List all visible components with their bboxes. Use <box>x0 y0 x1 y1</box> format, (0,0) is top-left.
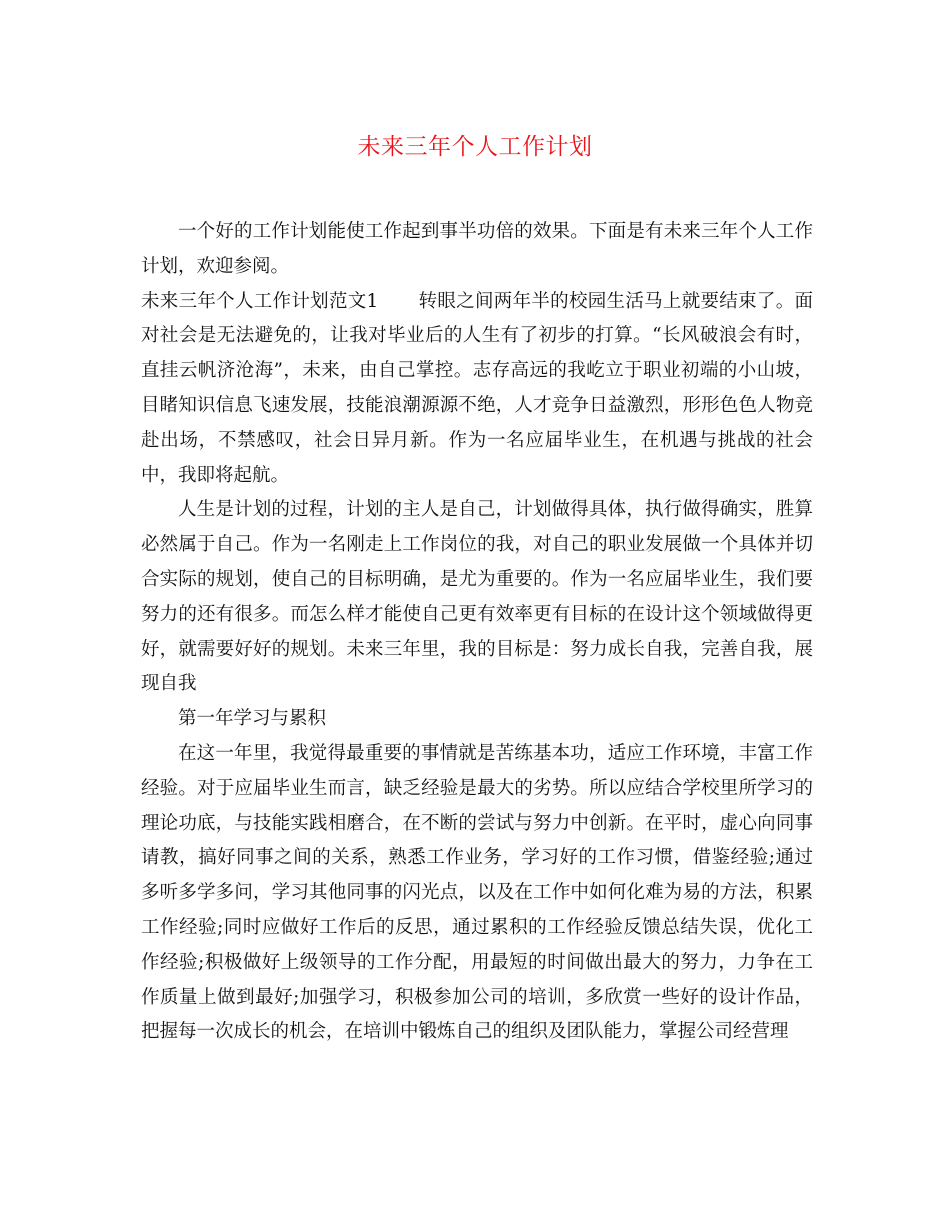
document-body <box>141 215 813 1050</box>
paragraph-1: 转眼之间两年半的校园生活马上就要结束了。面对社会是无法避免的，让我对毕业后的人生有了初步的打算。“长风破浪会有时，直挂云帆济沧海”，未来，由自己掌控。志存高远的我屹立于职业初端的小山坡，目睹知识信息飞速发展，技能浪潮源源不绝，人才竞争日益激烈，形形色色人物竞赴出场，不禁感叹，社会日异月新。作为一名应届毕业生，在机遇与挑战的社会中，我即将起航。 <box>141 290 813 486</box>
section-1-heading: 第一年学习与累积 <box>178 708 327 730</box>
paragraph-3: 在这一年里，我觉得最重要的事情就是苦练基本功，适应工作环境，丰富工作经验。对于应届毕业生而言，缺乏经验是最大的劣势。所以应结合学校里所学习的理论功底，与技能实践相磨合，在不断的尝试与努力中创新。在平时，虚心向同事请教，搞好同事之间的关系，熟悉工作业务，学习好的工作习惯，借鉴经验;通过多听多学多问，学习其他同事的闪光点，以及在工作中如何化难为易的方法，积累工作经验;同时应做好工作后的反思，通过累积的工作经验反馈总结失误，优化工作经验;积极做好上级领导的工作分配，用最短的时间做出最大的努力，力争在工作质量上做到最好;加强学习，积极参加公司的培训，多欣赏一些好的设计作品，把握每一次成长的机会，在培训中锻炼自己的组织及团队能力，掌握公司经营理 <box>141 742 813 1043</box>
sample-paragraph <box>141 285 813 494</box>
document-title: 未来三年个人工作计划 <box>357 134 593 160</box>
paragraph-2: 人生是计划的过程，计划的主人是自己，计划做得具体，执行做得确实，胜算必然属于自己。作为一名刚走上工作岗位的我，对自己的职业发展做一个具体并切合实际的规划，使自己的目标明确，是尤为重要的。作为一名应届毕业生，我们要努力的还有很多。而怎么样才能使自己更有效率更有目标的在设计这个领域做得更好，就需要好好的规划。未来三年里，我的目标是：努力成长自我，完善自我，展现自我 <box>141 499 813 695</box>
sample-heading: 未来三年个人工作计划范文1 <box>141 290 379 312</box>
intro-paragraph: 一个好的工作计划能使工作起到事半功倍的效果。下面是有未来三年个人工作计划，欢迎参阅。 <box>141 221 813 277</box>
